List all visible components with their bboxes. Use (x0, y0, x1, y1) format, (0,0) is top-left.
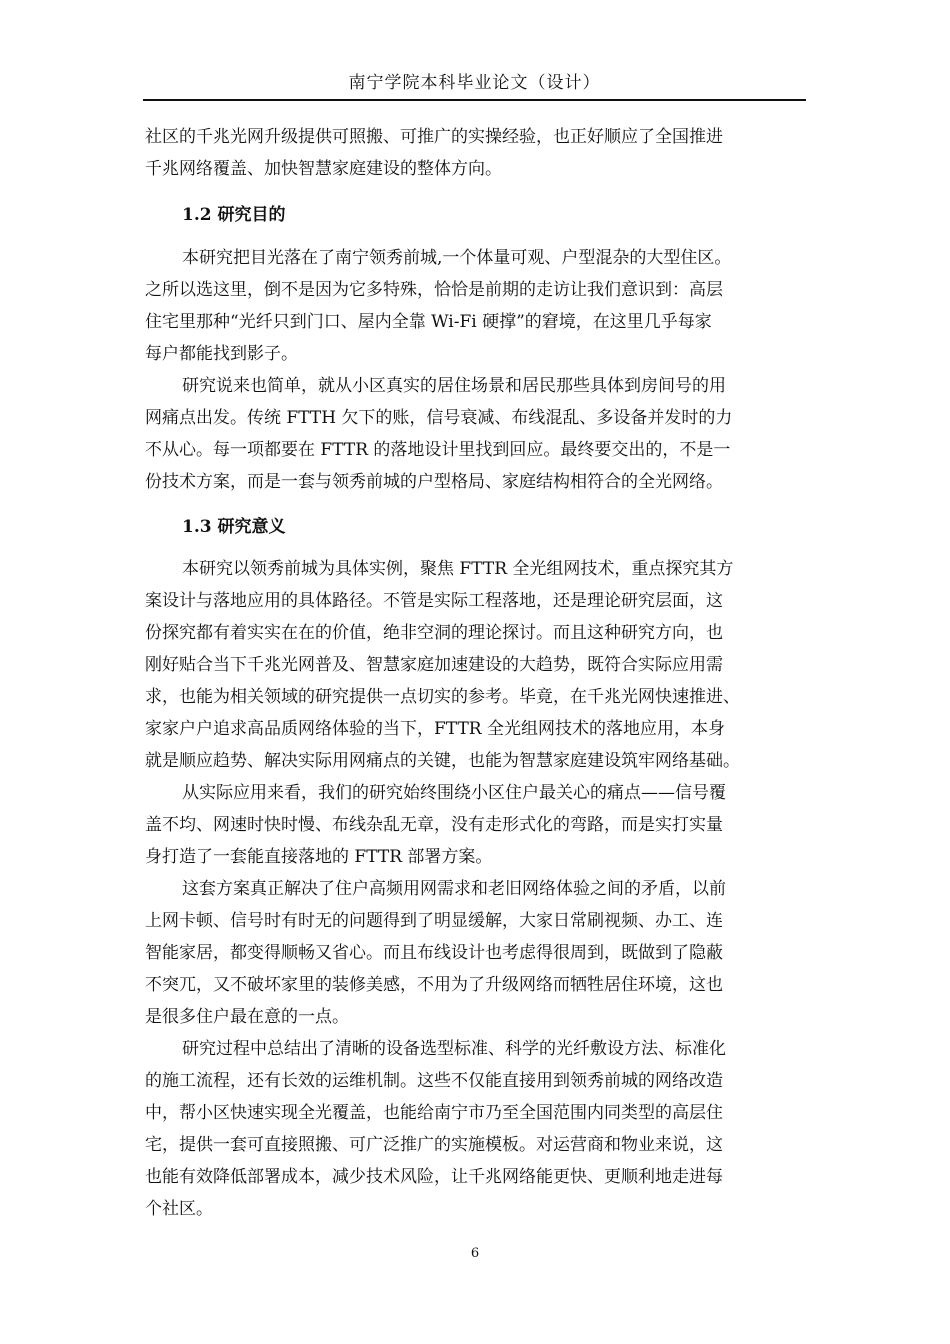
section-heading-1-2: 1.2 研究目的 (182, 205, 286, 225)
text-line: 这套方案真正解决了住户高频用网需求和老旧网络体验之间的矛盾，以前 (182, 879, 726, 899)
text-line: 也能有效降低部署成本，减少技术风险，让千兆网络能更快、更顺利地走进每 (145, 1167, 723, 1187)
text-line: 上网卡顿、信号时有时无的问题得到了明显缓解，大家日常刷视频、办工、连 (145, 911, 723, 931)
text-line: 本研究以领秀前城为具体实例，聚焦 FTTR 全光组网技术，重点探究其方 (182, 559, 734, 579)
text-line: 住宅里那种“光纤只到门口、屋内全靠 Wi-Fi 硬撑”的窘境，在这里几乎每家 (145, 312, 712, 332)
text-line: 家家户户追求高品质网络体验的当下，FTTR 全光组网技术的落地应用，本身 (145, 719, 725, 739)
text-line: 是很多住户最在意的一点。 (145, 1007, 349, 1027)
text-line: 刚好贴合当下千兆光网普及、智慧家庭加速建设的大趋势，既符合实际应用需 (145, 655, 723, 675)
text-line: 网痛点出发。传统 FTTH 欠下的账，信号衰减、布线混乱、多设备并发时的力 (145, 408, 733, 428)
text-line: 研究过程中总结出了清晰的设备选型标准、科学的光纤敷设方法、标准化 (182, 1039, 726, 1059)
page-number: 6 (470, 1246, 480, 1261)
text-line: 每户都能找到影子。 (145, 344, 298, 364)
text-line: 身打造了一套能直接落地的 FTTR 部署方案。 (145, 847, 493, 867)
text-line: 不突兀，又不破坏家里的装修美感，不用为了升级网络而牺牲居住环境，这也 (145, 975, 723, 995)
text-line: 智能家居，都变得顺畅又省心。而且布线设计也考虑得很周到，既做到了隐蔽 (145, 943, 723, 963)
text-line: 从实际应用来看，我们的研究始终围绕小区住户最关心的痛点——信号覆 (182, 783, 726, 803)
text-line: 本研究把目光落在了南宁领秀前城,一个体量可观、户型混杂的大型住区。 (182, 248, 732, 268)
text-line: 研究说来也简单，就从小区真实的居住场景和居民那些具体到房间号的用 (182, 376, 726, 396)
text-line: 之所以选这里，倒不是因为它多特殊，恰恰是前期的走访让我们意识到：高层 (145, 280, 723, 300)
text-line: 社区的千兆光网升级提供可照搬、可推广的实操经验，也正好顺应了全国推进 (145, 127, 723, 147)
text-line: 求，也能为相关领域的研究提供一点切实的参考。毕竟，在千兆光网快速推进、 (145, 687, 740, 707)
text-line: 不从心。每一项都要在 FTTR 的落地设计里找到回应。最终要交出的，不是一 (145, 440, 731, 460)
section-heading-1-3: 1.3 研究意义 (182, 517, 286, 537)
text-line: 份探究都有着实实在在的价值，绝非空洞的理论探讨。而且这种研究方向，也 (145, 623, 723, 643)
text-line: 千兆网络覆盖、加快智慧家庭建设的整体方向。 (145, 159, 502, 179)
header-rule (143, 99, 806, 101)
page-header: 南宁学院本科毕业论文（设计） (348, 73, 601, 93)
text-line: 盖不均、网速时快时慢、布线杂乱无章，没有走形式化的弯路，而是实打实量 (145, 815, 723, 835)
text-line: 的施工流程，还有长效的运维机制。这些不仅能直接用到领秀前城的网络改造 (145, 1071, 723, 1091)
text-line: 案设计与落地应用的具体路径。不管是实际工程落地，还是理论研究层面，这 (145, 591, 723, 611)
text-line: 份技术方案，而是一套与领秀前城的户型格局、家庭结构相符合的全光网络。 (145, 472, 723, 492)
text-line: 宅，提供一套可直接照搬、可广泛推广的实施模板。对运营商和物业来说，这 (145, 1135, 723, 1155)
text-line: 个社区。 (145, 1199, 213, 1219)
text-line: 就是顺应趋势、解决实际用网痛点的关键，也能为智慧家庭建设筑牢网络基础。 (145, 751, 740, 771)
text-line: 中，帮小区快速实现全光覆盖，也能给南宁市乃至全国范围内同类型的高层住 (145, 1103, 723, 1123)
